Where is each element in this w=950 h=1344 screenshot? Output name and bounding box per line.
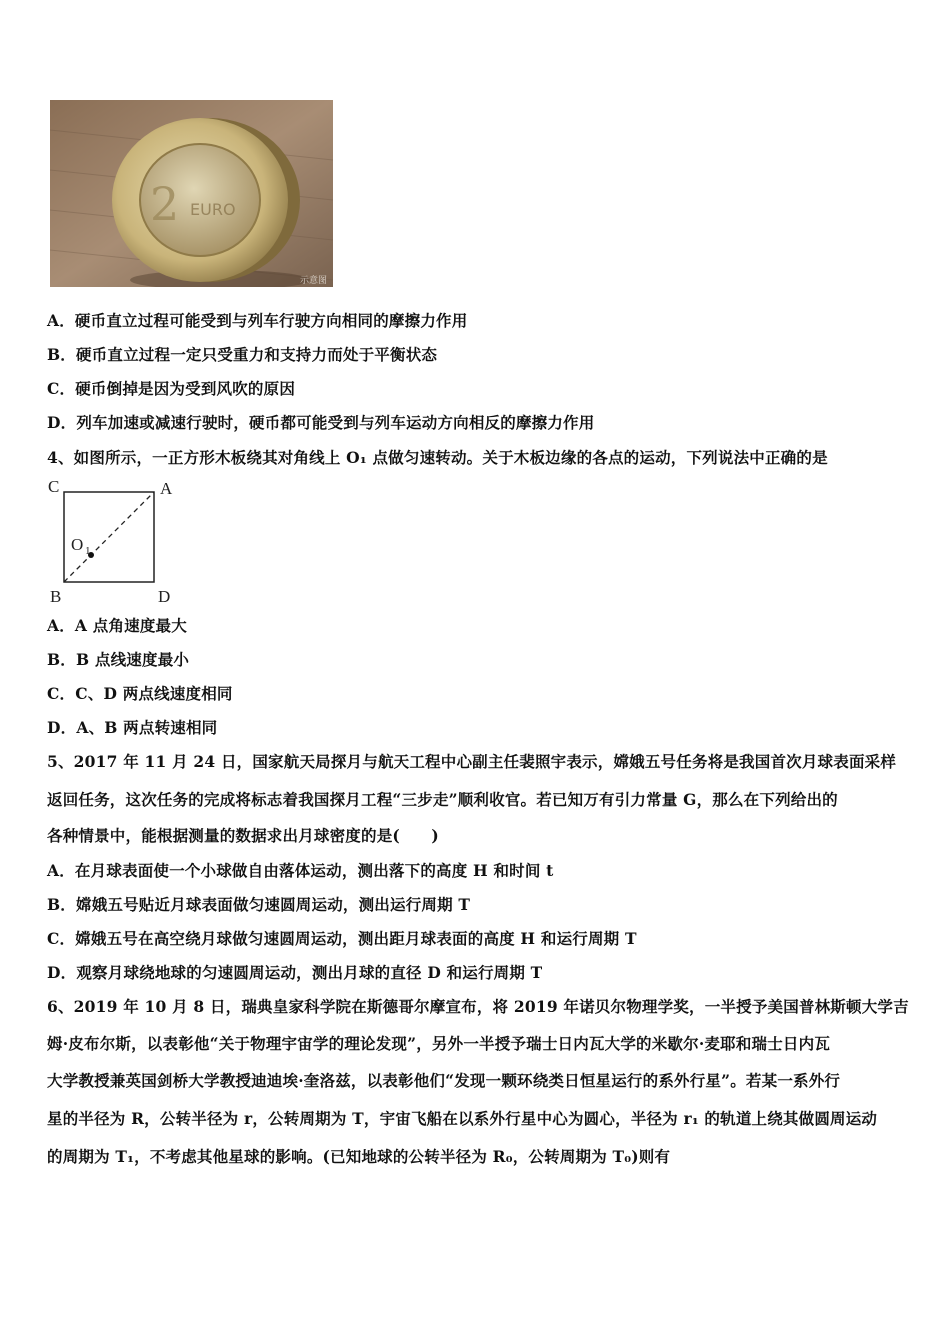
svg-text:2: 2 <box>150 177 180 231</box>
q4-option-c: C．C、D 两点线速度相同 <box>47 684 233 703</box>
photo-watermark: 示意图 <box>300 276 328 286</box>
label-c: C <box>48 478 60 496</box>
q3-option-c: C．硬币倒掉是因为受到风吹的原因 <box>47 379 296 398</box>
q4-option-b: B．B 点线速度最小 <box>47 650 190 669</box>
q4-stem: 4、如图所示，一正方形木板绕其对角线上 O₁ 点做匀速转动。关于木板边缘的各点的运动，下列说法中正确的是 <box>47 448 828 467</box>
q5-option-a: A．在月球表面使一个小球做自由落体运动，测出落下的高度 H 和时间 t <box>47 861 554 880</box>
coin-illustration <box>50 100 333 287</box>
q6-stem-line-5: 的周期为 T₁，不考虑其他星球的影响。(已知地球的公转半径为 R₀，公转周期为 T₀)则有 <box>47 1147 671 1166</box>
q4-option-d: D．A、B 两点转速相同 <box>47 718 218 737</box>
label-d: D <box>158 587 171 606</box>
q6-stem-line-3: 大学教授兼英国剑桥大学教授迪迪埃·奎洛兹，以表彰他们“发现一颗环绕类日恒星运行的系外行星”。若某一系外行 <box>47 1071 841 1090</box>
q6-stem-line-4: 星的半径为 R，公转半径为 r，公转周期为 T，宇宙飞船在以系外行星中心为圆心，半径为 r₁ 的轨道上绕其做圆周运动 <box>47 1109 878 1128</box>
q5-option-c: C．嫦娥五号在高空绕月球做匀速圆周运动，测出距月球表面的高度 H 和运行周期 T <box>47 929 637 948</box>
q3-option-d: D．列车加速或减速行驶时，硬币都可能受到与列车运动方向相反的摩擦力作用 <box>47 413 595 432</box>
label-o-sub: 1 <box>85 545 91 557</box>
q5-stem-line-3: 各种情景中，能根据测量的数据求出月球密度的是( ) <box>47 826 439 845</box>
q4-option-a: A．A 点角速度最大 <box>47 616 187 635</box>
q3-option-a: A．硬币直立过程可能受到与列车行驶方向相同的摩擦力作用 <box>47 311 468 330</box>
coin-photo <box>50 100 333 287</box>
label-a: A <box>160 479 173 498</box>
q5-stem-line-1: 5、2017 年 11 月 24 日，国家航天局探月与航天工程中心副主任裴照宇表示，嫦娥五号任务将是我国首次月球表面采样 <box>47 752 897 771</box>
q6-stem-line-2: 姆·皮布尔斯，以表彰他“关于物理宇宙学的理论发现”，另外一半授予瑞士日内瓦大学的米歇尔·麦耶和瑞士日内瓦 <box>47 1034 831 1053</box>
q6-stem-line-1: 6、2019 年 10 月 8 日，瑞典皇家科学院在斯德哥尔摩宣布，将 2019 年诺贝尔物理学奖，一半授予美国普林斯顿大学吉 <box>47 997 909 1016</box>
svg-text:EURO: EURO <box>190 200 236 219</box>
label-b: B <box>50 587 62 606</box>
q3-option-b: B．硬币直立过程一定只受重力和支持力而处于平衡状态 <box>47 345 438 364</box>
square-diagram <box>44 478 184 606</box>
label-o: O <box>71 535 84 554</box>
q5-option-b: B．嫦娥五号贴近月球表面做匀速圆周运动，测出运行周期 T <box>47 895 471 914</box>
q5-stem-line-2: 返回任务，这次任务的完成将标志着我国探月工程“三步走”顺利收官。若已知万有引力常量 G，那么在下列给出的 <box>47 790 838 809</box>
q5-option-d: D．观察月球绕地球的匀速圆周运动，测出月球的直径 D 和运行周期 T <box>47 963 543 982</box>
